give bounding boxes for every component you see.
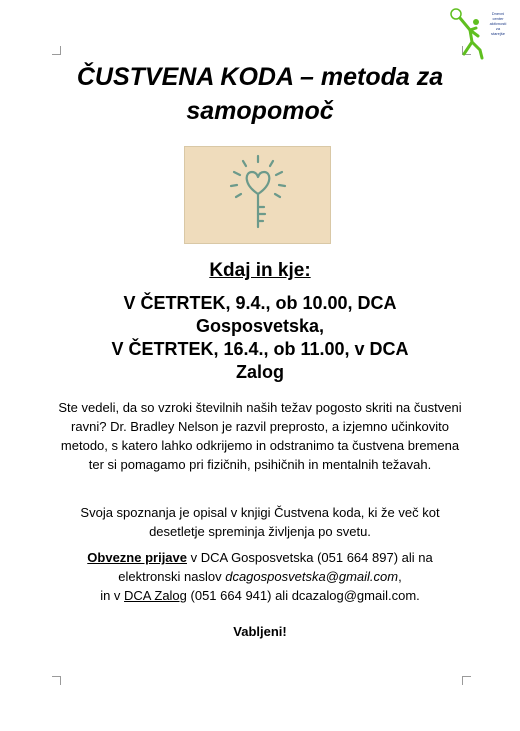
corner-mark-bottom-right [462, 676, 471, 685]
heart-key-icon [185, 147, 332, 245]
corner-mark-bottom-left [52, 676, 61, 685]
when-where-heading: Kdaj in kje: [209, 260, 311, 281]
logo-text: Dnevni center aktivnosti za starejše [489, 11, 507, 36]
registration-line-2: elektronski naslov dcagosposvetska@gmail.com, [118, 569, 402, 584]
title-line-2: samopomoč [186, 97, 334, 125]
title-line-1: ČUSTVENA KODA – metoda za [76, 63, 444, 91]
event-line-4: Zalog [236, 362, 284, 382]
corner-mark-top-left [52, 46, 61, 55]
event-line-3: V ČETRTEK, 16.4., ob 11.00, v DCA [111, 339, 409, 359]
registration-line-1: Obvezne prijave v DCA Gosposvetska (051 664 897) ali na [87, 550, 433, 565]
book-paragraph: Svoja spoznanja je opisal v knjigi Čustvena koda, ki že več kot desetletje spreminja življenja po svetu. [80, 505, 440, 539]
event-line-1: V ČETRTEK, 9.4., ob 10.00, DCA [123, 293, 397, 313]
registration-paragraph [55, 548, 465, 605]
event-details [40, 292, 480, 384]
email-link[interactable]: dcagosposvetska@gmail.com [225, 569, 399, 584]
registration-line-3: in v DCA Zalog (051 664 941) ali dcazalog@gmail.com. [100, 588, 420, 603]
location-zalog: DCA Zalog [124, 588, 187, 603]
intro-paragraph: Ste vedeli, da so vzroki številnih naših težav pogosto skriti na čustveni ravni? Dr. Bradley Nelson je razvil preprosto, a izjemno učinkovito metodo, s katero lahko odkrijemo in odstranimo ta čustvena bremena ter si pomagamo pri fizičnih, psihičnih in mentalnih težavah. [58, 400, 462, 472]
illustration [184, 146, 331, 244]
closing-text: Vabljeni! [233, 624, 287, 639]
event-line-2: Gosposvetska, [195, 316, 325, 336]
page-title [40, 60, 480, 128]
registration-label: Obvezne prijave [87, 550, 187, 565]
